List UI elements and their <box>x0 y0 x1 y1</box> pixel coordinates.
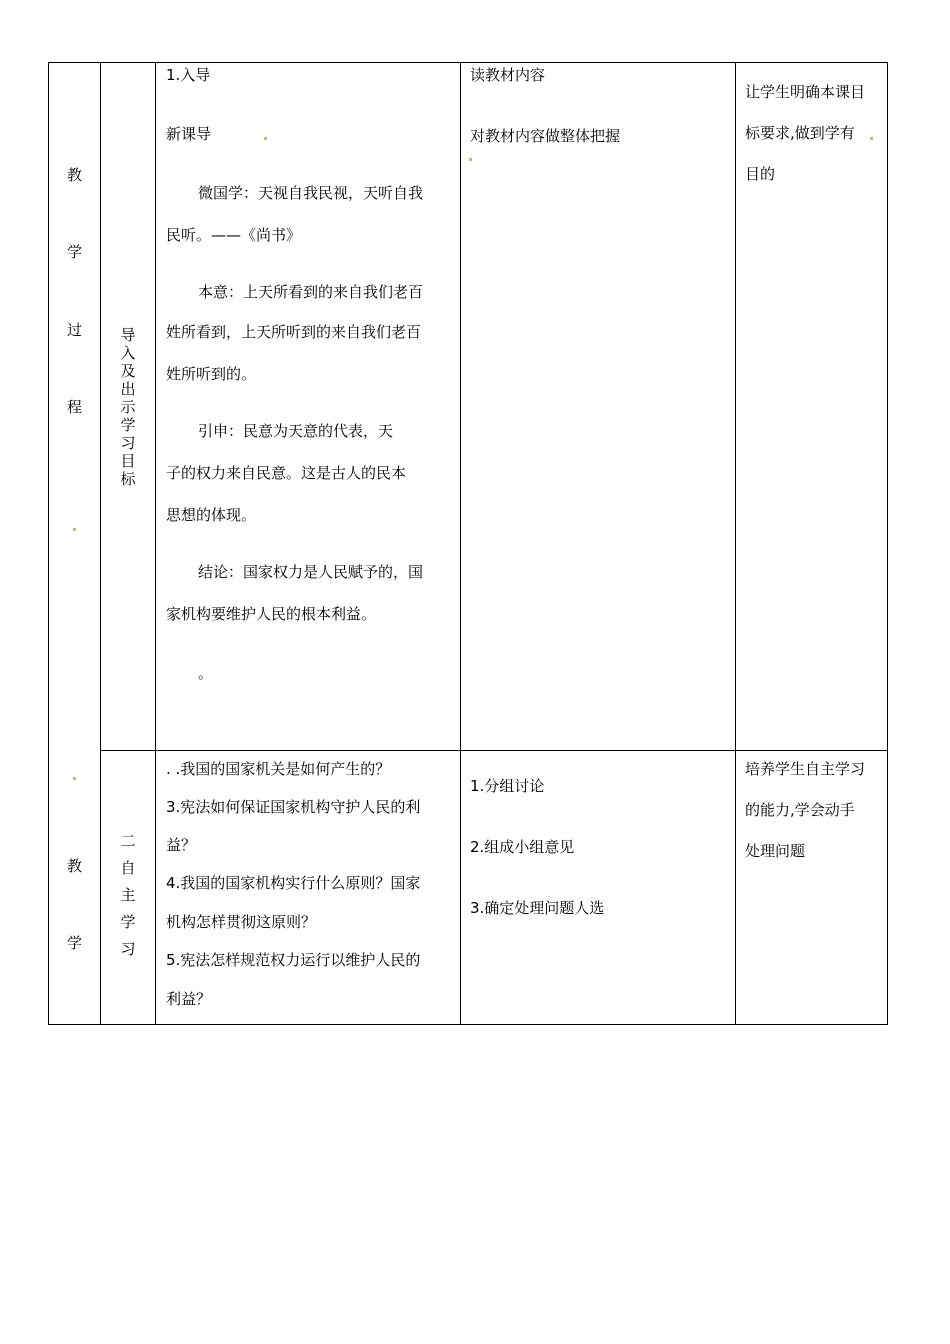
section1-content-line: 思想的体现。 <box>166 506 257 524</box>
section2-purpose-line: 处理问题 <box>745 842 806 860</box>
section2-label-char: 自 <box>120 859 136 877</box>
section1-label-char: 及 <box>120 362 136 380</box>
table-col-divider-2 <box>155 62 156 1025</box>
section1-label-char: 入 <box>120 344 136 362</box>
section1-content-line: 微国学：天视自我民视，天听自我 <box>198 184 424 202</box>
col1-char-4: 程 <box>67 398 83 416</box>
section2-activity-line: 3.确定处理问题人选 <box>470 899 605 917</box>
section1-content-line: 引申：民意为天意的代表，天 <box>198 422 394 440</box>
section1-label-char: 标 <box>120 470 136 488</box>
artifact-dot <box>73 777 76 780</box>
section2-content-line: 机构怎样贯彻这原则？ <box>166 913 317 931</box>
section1-content-line: 姓所听到的。 <box>166 365 257 383</box>
section2-content-line: 益？ <box>166 836 197 854</box>
section1-content-line: 1.入导 <box>166 66 211 84</box>
section1-label <box>118 326 138 488</box>
section2-content-line: 4.我国的国家机构实行什么原则？国家 <box>166 874 421 892</box>
section1-purpose-line: 目的 <box>745 165 776 183</box>
section1-content-line: 民听。——《尚书》 <box>166 226 302 244</box>
table-border-right <box>887 62 888 1025</box>
table-col-divider-1 <box>100 62 101 1025</box>
col1-char-1: 教 <box>67 166 83 184</box>
artifact-dot <box>870 137 873 140</box>
section1-label-char: 习 <box>120 434 136 452</box>
section2-content-line: 3.宪法如何保证国家机构守护人民的利 <box>166 798 421 816</box>
section1-content-line: 家机构要维护人民的根本利益。 <box>166 605 377 623</box>
section1-content-line: 子的权力来自民意。这是古人的民本 <box>166 464 407 482</box>
table-col-divider-4 <box>735 62 736 1025</box>
section2-content-line: 5.宪法怎样规范权力运行以维护人民的 <box>166 951 421 969</box>
table-border-bottom <box>48 1024 888 1025</box>
table-border-left <box>48 62 49 1025</box>
section1-purpose-line: 让学生明确本课目 <box>745 83 866 101</box>
section1-content-line: 。 <box>198 664 214 682</box>
section2-purpose-line: 培养学生自主学习 <box>745 760 866 778</box>
section2-content-line: 利益？ <box>166 990 212 1008</box>
table-border-top <box>48 62 888 63</box>
col1-char-2: 学 <box>67 243 83 261</box>
section1-content-line: 本意：上天所看到的来自我们老百 <box>198 283 424 301</box>
section1-label-char: 示 <box>120 398 136 416</box>
artifact-dot <box>469 158 472 161</box>
section1-purpose-line: 标要求,做到学有 <box>745 124 855 142</box>
section1-content-line: 结论：国家权力是人民赋予的，国 <box>198 563 424 581</box>
section2-label-char: 学 <box>120 913 136 931</box>
section2-activity-line: 1.分组讨论 <box>470 777 545 795</box>
section2-purpose-line: 的能力,学会动手 <box>745 801 855 819</box>
section1-label-char: 导 <box>120 326 136 344</box>
section1-content-line: 新课导 <box>166 125 212 143</box>
table-row-divider <box>100 750 888 751</box>
section2-content-line: . .我国的国家机关是如何产生的？ <box>166 760 391 778</box>
section1-label-char: 目 <box>120 452 136 470</box>
section1-activity-line: 对教材内容做整体把握 <box>470 127 621 145</box>
artifact-dot <box>73 528 76 531</box>
col1-char-3: 过 <box>67 321 83 339</box>
section1-content-line: 姓所看到，上天所听到的来自我们老百 <box>166 323 422 341</box>
section1-activity-line: 读教材内容 <box>470 66 546 84</box>
col1-char-6: 学 <box>67 934 83 952</box>
section2-label-char: 主 <box>120 886 136 904</box>
section1-label-char: 出 <box>120 380 136 398</box>
section2-activity-line: 2.组成小组意见 <box>470 838 575 856</box>
section2-label <box>118 828 138 963</box>
section2-label-char: 二 <box>120 832 136 850</box>
section2-label-char: 习 <box>120 940 136 958</box>
section1-label-char: 学 <box>120 416 136 434</box>
col1-char-5: 教 <box>67 857 83 875</box>
artifact-dot <box>264 137 267 140</box>
table-col-divider-3 <box>460 62 461 1025</box>
